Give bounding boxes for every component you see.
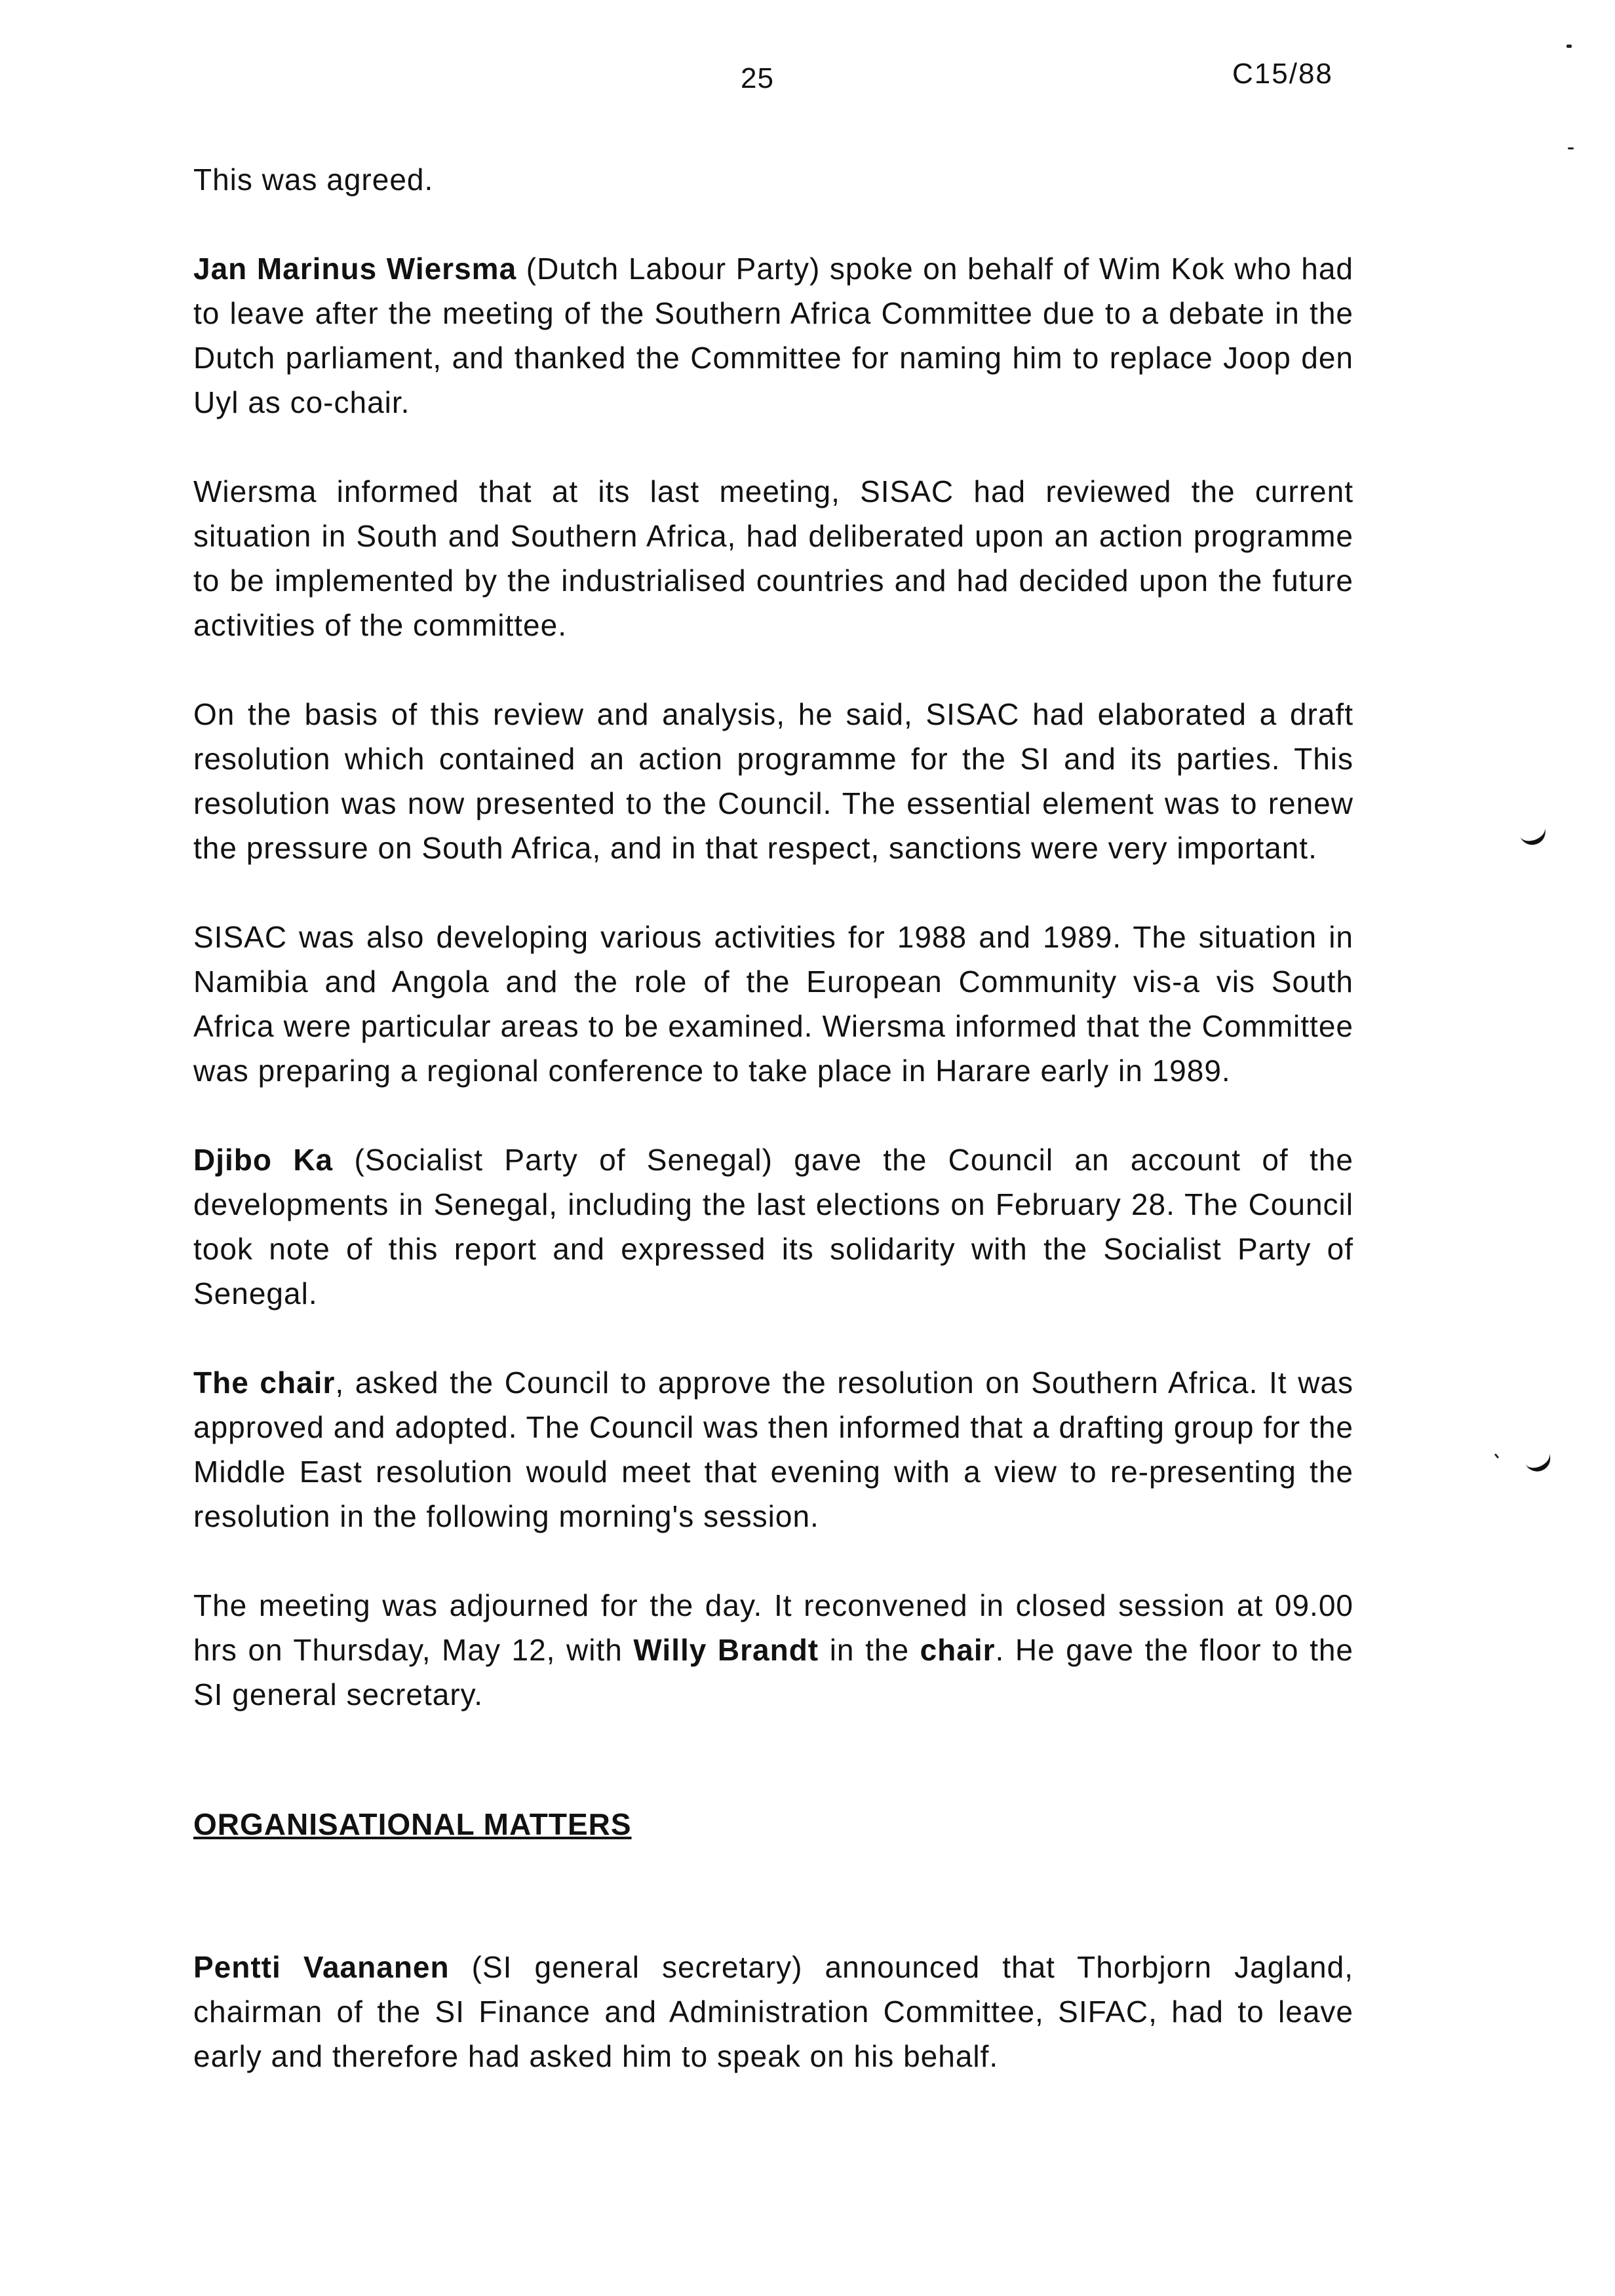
paragraph-text: in the xyxy=(819,1633,920,1667)
speaker-name: Pentti Vaananen xyxy=(193,1950,450,1984)
document-reference: C15/88 xyxy=(1232,58,1333,90)
speaker-name: Djibo Ka xyxy=(193,1143,334,1177)
chair-word: chair xyxy=(920,1633,996,1667)
paragraph-chair-resolution xyxy=(193,1360,1353,1539)
paragraph-text: (SI general secretary) announced that Thorbjorn Jagland, chairman of the SI Finance and Administration Committee, SIFAC, had to leave early and therefore had asked him to speak on his behalf. xyxy=(193,1950,1353,2073)
section-heading: ORGANISATIONAL MATTERS xyxy=(193,1807,632,1841)
paragraph-text: , asked the Council to approve the resolution on Southern Africa. It was approved and adopted. The Council was then informed that a drafting group for the Middle East resolution would meet that evening with a view to re-presenting the resolution in the following morning's session. xyxy=(193,1366,1353,1533)
page-number: 25 xyxy=(741,62,774,94)
paragraph-text: (Socialist Party of Senegal) gave the Council an account of the developments in Senegal, including the last elections on February 28. The Council took note of this report and expressed its solidarity with the Socialist Party of Senegal. xyxy=(193,1143,1353,1311)
check-mark-icon xyxy=(1519,823,1549,849)
speaker-name: Jan Marinus Wiersma xyxy=(193,252,517,286)
paragraph-text: . He gave the floor to the SI general secretary. xyxy=(193,1633,1354,1712)
paragraph-text: (Dutch Labour Party) spoke on behalf of Wim Kok who had to leave after the meeting of the Southern Africa Committee due to a debate in the Dutch parliament, and thanked the Committee for naming him to replace Joop den Uyl as co-chair. xyxy=(193,252,1353,419)
paragraph-draft-resolution: On the basis of this review and analysis, he said, SISAC had elaborated a draft resolution which contained an action programme for the SI and its parties. This resolution was now presented to the Council. The essential element was to renew the pressure on South Africa, and in that respect, sanctions were very important. xyxy=(193,697,1353,865)
paragraph-sisac-activities: SISAC was also developing various activities for 1988 and 1989. The situation in Namibia and Angola and the role of the European Community vis-a vis South Africa were particular areas to be examined. Wiersma informed that the Committee was preparing a regional conference to take place in Harare early in 1989. xyxy=(193,920,1353,1088)
paragraph-sisac-review: Wiersma informed that at its last meeting, SISAC had reviewed the current situation in South and Southern Africa, had deliberated upon an action programme to be implemented by the industrialised countries and had decided upon the future activities of the committee. xyxy=(193,474,1353,642)
ink-speck xyxy=(1568,147,1574,149)
paragraph-djibo-ka xyxy=(193,1138,1353,1316)
speaker-name: The chair xyxy=(193,1366,336,1400)
check-mark-icon xyxy=(1523,1449,1555,1476)
paragraph-wiersma-intro xyxy=(193,246,1353,425)
person-name: Willy Brandt xyxy=(633,1633,819,1667)
ink-speck xyxy=(1566,45,1572,48)
ink-speck xyxy=(1494,1453,1499,1459)
paragraph-agreed: This was agreed. xyxy=(193,163,434,197)
paragraph-adjourned xyxy=(193,1583,1353,1717)
document-body xyxy=(193,157,1353,2123)
paragraph-text: The meeting was adjourned for the day. It reconvened in closed session at 09.00 hrs on Thursday, May 12, with xyxy=(193,1588,1353,1667)
paragraph-vaananen xyxy=(193,1945,1353,2078)
